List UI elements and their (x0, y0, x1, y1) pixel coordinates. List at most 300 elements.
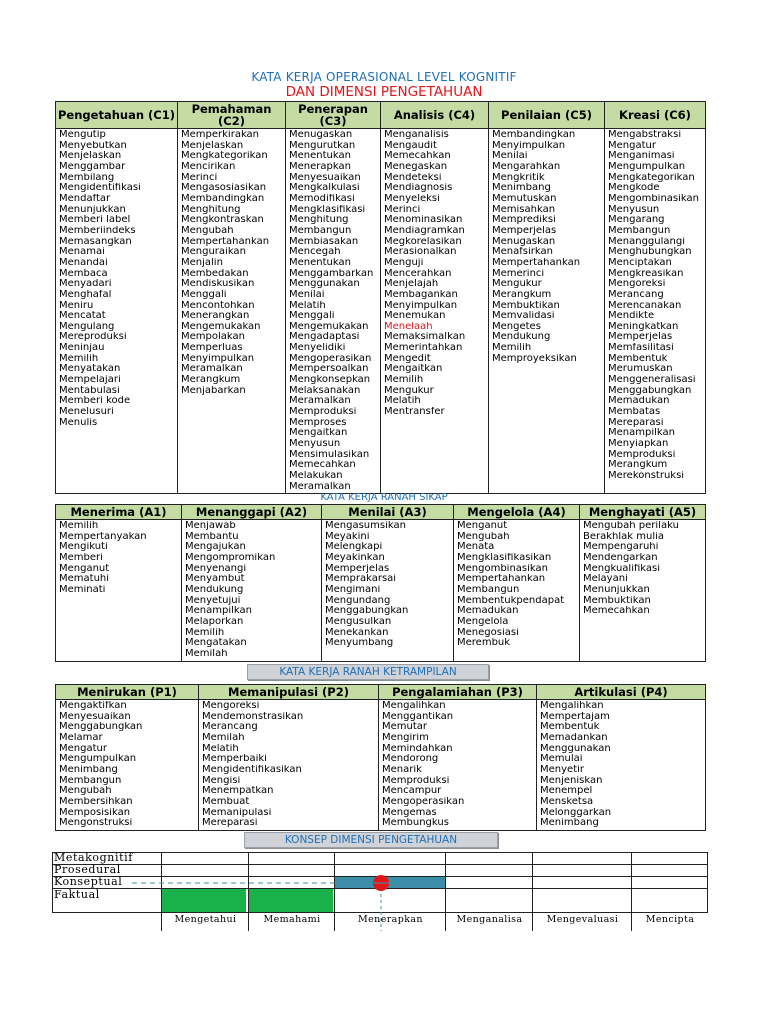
kognitif-list-c3 (286, 129, 381, 494)
list-item: Membentuk (540, 722, 600, 733)
list-item: Mendiagnosis (384, 183, 453, 194)
list-item: Membangun (457, 584, 520, 595)
list-item: Memproduksi (289, 407, 357, 418)
list-item: Memberi label (59, 215, 131, 226)
list-item: Menelusuri (59, 407, 114, 418)
list-item: Mengombinasikan (608, 193, 699, 204)
list-item: Mensketsa (540, 796, 594, 807)
list-item: Mempertahankan (492, 257, 581, 268)
list-item: Menerangkan (181, 311, 250, 322)
list-item: Menimbang (492, 183, 551, 194)
sikap-list-a5 (580, 520, 706, 662)
list-item: Menjeniskan (540, 775, 603, 786)
list-item: Mencatat (59, 311, 106, 322)
list-item: Mengoreksi (608, 279, 666, 290)
list-item: Melaksanakan (289, 385, 361, 396)
list-item: Mendukung (185, 584, 244, 595)
list-item: Mereparasi (608, 417, 664, 428)
list-item: Memadukan (608, 396, 670, 407)
list-item: Merancang (202, 722, 258, 733)
ketrampilan-list-p1 (56, 700, 199, 831)
list-item: Mengetes (492, 321, 541, 332)
sikap-list-a1 (56, 520, 182, 662)
list-item: Menggabungkan (59, 722, 143, 733)
list-item: Melonggarkan (540, 807, 612, 818)
list-item: Memecahkan (384, 151, 451, 162)
list-item: Memutar (382, 722, 428, 733)
list-item: Menyetujui (185, 595, 241, 606)
list-item: Menunjukkan (583, 584, 650, 595)
sikap-header-a3: Menilai (A3) (322, 505, 454, 520)
list-item: Mengaitkan (289, 428, 348, 439)
list-item: Mengemas (382, 807, 437, 818)
list-item: Memfasilitasi (608, 343, 674, 354)
list-item: Menghitung (289, 215, 349, 226)
list-item: Membiasakan (289, 236, 359, 247)
list-item: Mentransfer (384, 407, 445, 418)
list-item: Menilai (492, 151, 528, 162)
list-item: Menguji (384, 257, 424, 268)
ketrampilan-header-p4: Artikulasi (P4) (537, 685, 706, 700)
faktual-fill-mengetahui (162, 888, 246, 912)
list-item: Mereproduksi (59, 332, 127, 343)
list-item: Memindahkan (382, 743, 453, 754)
list-item: Menganut (457, 521, 508, 531)
list-item: Mendiskusikan (181, 279, 255, 290)
list-item: Menggabungkan (325, 606, 409, 617)
list-item: Menegaskan (384, 161, 448, 172)
list-item: Mendengarkan (583, 552, 658, 563)
list-item: Mendorong (382, 754, 439, 765)
sikap-list-a3 (322, 520, 454, 662)
list-item: Menyumbang (325, 638, 394, 649)
list-item: Mengarang (608, 215, 665, 226)
list-item: Merinci (181, 172, 218, 183)
list-item: Menemukan (384, 311, 446, 322)
list-item: Menentukan (289, 151, 351, 162)
list-item: Mempertahankan (181, 236, 270, 247)
list-item: Menyiapkan (608, 439, 669, 450)
dimensi-col-mengevaluasi: Mengevaluasi (546, 914, 619, 925)
dimensi-col-mencipta: Mencipta (645, 914, 695, 925)
list-item: Mengoreksi (202, 701, 260, 711)
list-item: Mengatur (608, 140, 656, 151)
list-item: Menyadari (59, 279, 112, 290)
list-item: Melakukan (289, 471, 343, 481)
list-item: Mengkategorikan (608, 172, 695, 183)
dimensi-section-label: KONSEP DIMENSI PENGETAHUAN (244, 832, 498, 848)
list-item: Menghubungkan (608, 247, 692, 258)
list-item: Mengkreasikan (608, 268, 684, 279)
list-item: Menyebutkan (59, 140, 127, 151)
list-item: Membedakan (181, 268, 249, 279)
list-item: Melatih (289, 300, 326, 311)
list-item: Menugaskan (492, 236, 556, 247)
kognitif-header-c5: Penilaian (C5) (489, 102, 605, 129)
list-item: Memilah (185, 648, 228, 659)
list-item: Mengubah (181, 225, 234, 236)
list-item: Mempolakan (181, 332, 245, 343)
dimensi-col-memahami: Memahami (263, 914, 321, 925)
kognitif-list-c4 (381, 129, 489, 494)
dimensi-col-menerapkan: Menerapkan (358, 914, 423, 925)
list-item: Menggantikan (382, 711, 454, 722)
list-item: Mengonstruksi (59, 818, 133, 829)
kognitif-header-c3: Penerapan (C3) (286, 102, 381, 129)
list-item: Mempertanyakan (59, 531, 147, 542)
list-item: Menyambut (185, 574, 245, 585)
list-item: Mengaudit (384, 140, 437, 151)
list-item: Mengelola (457, 616, 509, 627)
list-item: Menyatakan (59, 364, 121, 375)
list-item: Mengumpulkan (608, 161, 686, 172)
list-item: Membuktikan (583, 595, 651, 606)
list-item: Menyusun (289, 439, 341, 450)
list-item: Mencegah (289, 247, 341, 258)
page-subtitle: DAN DIMENSI PENGETAHUAN (285, 84, 483, 100)
list-item: Memproyeksikan (492, 353, 577, 364)
list-item: Memerintahkan (384, 343, 463, 354)
kognitif-list-c6 (605, 129, 706, 494)
list-item: Menilai (289, 289, 325, 300)
list-item: Mengaktifkan (59, 701, 127, 711)
list-item: Mengusulkan (325, 616, 392, 627)
list-item: Mendemonstrasikan (202, 711, 304, 722)
list-item: Menyelidiki (289, 343, 346, 354)
list-item: Melengkapi (325, 542, 383, 553)
list-item: Mendikte (608, 311, 655, 322)
list-item: Mengompromikan (185, 552, 276, 563)
list-item: Memperbaiki (202, 754, 267, 765)
list-item: Memprediksi (492, 215, 556, 226)
list-item: Memadankan (540, 732, 608, 743)
list-item: Mengidentifikasikan (202, 764, 302, 775)
list-item: Merasionalkan (384, 247, 457, 258)
list-item: Mengklasifikasikan (457, 552, 552, 563)
list-item: Melatih (202, 743, 239, 754)
list-item: Memadukan (457, 606, 519, 617)
list-item: Memvalidasi (492, 311, 555, 322)
list-item: Menganut (59, 563, 110, 574)
list-item: Membangun (59, 775, 122, 786)
list-item: Mencampur (382, 786, 442, 797)
ketrampilan-list-p4 (537, 700, 706, 831)
list-item: Meramalkan (289, 481, 351, 492)
list-item: Memilih (384, 375, 424, 386)
list-item: Menganimasi (608, 151, 675, 162)
list-item: Menekankan (325, 627, 389, 638)
list-item: Megkorelasikan (384, 236, 462, 247)
list-item: Mendaftar (59, 193, 111, 204)
list-item: Menggambar (59, 161, 126, 172)
list-item: Mengkategorikan (181, 151, 268, 162)
list-item: Meniru (59, 300, 94, 311)
list-item: Membangun (608, 225, 671, 236)
list-item: Membatas (608, 407, 661, 418)
list-item: Memodifikasi (289, 193, 355, 204)
kognitif-header-c1: Pengetahuan (C1) (56, 102, 178, 129)
sikap-header-a5: Menghayati (A5) (580, 505, 706, 520)
list-item: Membantu (185, 531, 239, 542)
list-item: Membuat (202, 796, 250, 807)
list-item: Mengkode (608, 183, 660, 194)
list-item: Membaca (59, 268, 108, 279)
list-item: Mengubah perilaku (583, 521, 679, 531)
list-item: Menamai (59, 247, 105, 258)
list-item: Memilih (59, 521, 99, 531)
list-item: Membersihkan (59, 796, 133, 807)
list-item: Mengkritik (492, 172, 545, 183)
sikap-table (55, 504, 706, 662)
list-item: Menggabungkan (608, 385, 692, 396)
list-item: Mengkualifikasi (583, 563, 661, 574)
list-item: Membandingkan (492, 130, 576, 140)
list-item: Menggali (181, 289, 227, 300)
list-item: Menarik (382, 764, 422, 775)
list-item: Menggali (289, 311, 335, 322)
list-item: Mengombinasikan (457, 563, 548, 574)
list-item: Memilih (492, 343, 532, 354)
list-item: Memilih (59, 353, 99, 364)
dimensi-chart (52, 852, 708, 931)
list-item: Melaporkan (185, 616, 244, 627)
list-item: Menyesuaikan (59, 711, 131, 722)
list-item: Membentuk (608, 353, 668, 364)
list-item: Memperjelas (608, 332, 673, 343)
list-item: Merangkum (181, 375, 241, 386)
list-item: Membagankan (384, 289, 458, 300)
list-item: Mengklasifikasi (289, 204, 366, 215)
kognitif-header-c4: Analisis (C4) (381, 102, 489, 129)
list-item: Menampilkan (185, 606, 252, 617)
list-item: Menanggulangi (608, 236, 685, 247)
list-item: Memperluas (181, 343, 243, 354)
list-item: Mengoperasikan (382, 796, 465, 807)
sikap-header-a2: Menanggapi (A2) (182, 505, 322, 520)
kognitif-list-c2 (178, 129, 286, 494)
list-item: Menyimpulkan (181, 353, 255, 364)
list-item: Melatih (384, 396, 421, 407)
konseptual-fill-menerapkan (335, 876, 445, 888)
list-item: Memberiindeks (59, 225, 136, 236)
list-item: Mengatur (59, 743, 107, 754)
list-item: Meninjau (59, 343, 105, 354)
list-item: Menggeneralisasi (608, 375, 696, 386)
list-item: Mengulang (59, 321, 115, 332)
list-item: Mengoperasikan (289, 353, 372, 364)
list-item: Mengurutkan (289, 140, 356, 151)
sikap-header-a4: Mengelola (A4) (454, 505, 580, 520)
list-item: Mencerahkan (384, 268, 452, 279)
list-item: Memerinci (492, 268, 545, 279)
list-item: Menghitung (181, 204, 241, 215)
list-item: Memproduksi (382, 775, 450, 786)
list-item: Membentukpendapat (457, 595, 565, 606)
kognitif-header-c6: Kreasi (C6) (605, 102, 706, 129)
list-item: Memperkirakan (181, 130, 260, 140)
dimensi-col-menganalisa: Menganalisa (456, 914, 523, 925)
list-item: Mengukur (492, 279, 542, 290)
list-item: Mempelajari (59, 375, 121, 386)
list-item: Menjabarkan (181, 385, 246, 396)
dimensi-row-faktual: Faktual (54, 888, 100, 901)
list-item: Menata (457, 542, 495, 553)
list-item: Melamar (59, 732, 103, 743)
kognitif-header-c2: Pemahaman (C2) (178, 102, 286, 129)
ketrampilan-list-p3 (379, 700, 537, 831)
list-item: Menjalin (181, 257, 223, 268)
list-item: Menampilkan (608, 428, 675, 439)
list-item: Menjelaskan (59, 151, 122, 162)
list-item: Memperjelas (492, 225, 557, 236)
list-item: Menerapkan (289, 161, 351, 172)
list-item: Memecahkan (289, 460, 356, 471)
list-item: Memperjelas (325, 563, 390, 574)
list-item: Menjelaskan (181, 140, 244, 151)
list-item: Mempertajam (540, 711, 610, 722)
dimensi-row-konseptual: Konseptual (54, 875, 123, 888)
kognitif-list-c5 (489, 129, 605, 494)
list-item: Menguraikan (181, 247, 246, 258)
list-item: Mempersoalkan (289, 364, 369, 375)
dimensi-row-metakognitif: Metakognitif (54, 851, 133, 864)
list-item: Mengemukakan (289, 321, 369, 332)
sikap-list-a4 (454, 520, 580, 662)
list-item: Menggunakan (289, 279, 360, 290)
list-item: Mengukur (384, 385, 434, 396)
list-item: Mengadaptasi (289, 332, 360, 343)
list-item: Mempertahankan (457, 574, 546, 585)
kognitif-table (55, 101, 706, 494)
list-item: Mengisi (202, 775, 241, 786)
list-item: Mencirikan (181, 161, 236, 172)
list-item: Membandingkan (181, 193, 265, 204)
ketrampilan-header-p3: Pengalamiahan (P3) (379, 685, 537, 700)
ketrampilan-section-label: KATA KERJA RANAH KETRAMPILAN (247, 664, 489, 680)
ketrampilan-list-p2 (199, 700, 379, 831)
list-item: Mengarahkan (492, 161, 561, 172)
list-item: Meramalkan (289, 396, 351, 407)
list-item: Menempel (540, 786, 593, 797)
list-item: Menyimpulkan (384, 300, 458, 311)
list-item: Memecahkan (583, 606, 650, 617)
list-item: Melayani (583, 574, 628, 585)
list-item: Menentukan (289, 257, 351, 268)
list-item: Menimbang (540, 818, 599, 829)
list-item: Memilah (202, 732, 245, 743)
list-item: Meminati (59, 584, 106, 595)
sikap-list-a2 (182, 520, 322, 662)
list-item: Merancang (608, 289, 664, 300)
list-item: Menyimpulkan (492, 140, 566, 151)
list-item: Mematuhi (59, 574, 110, 585)
kognitif-list-c1 (56, 129, 178, 494)
list-item: Memprakarsai (325, 574, 397, 585)
list-item: Menjawab (185, 521, 236, 531)
sikap-header-a1: Menerima (A1) (56, 505, 182, 520)
list-item: Mengajukan (185, 542, 246, 553)
dimensi-col-mengetahui: Mengetahui (174, 914, 237, 925)
list-item: Menyusun (608, 204, 660, 215)
list-item: Mengubah (59, 786, 112, 797)
list-item: Mensimulasikan (289, 449, 370, 460)
list-item: Memproses (289, 417, 347, 428)
list-item: Mengkonsepkan (289, 375, 371, 386)
list-item: Mengundang (325, 595, 391, 606)
list-item: Mendeteksi (384, 172, 442, 183)
list-item: Mengasosiasikan (181, 183, 267, 194)
list-item: Memutuskan (492, 193, 557, 204)
list-item: Memberi (59, 552, 103, 563)
list-item: Mengedit (384, 353, 431, 364)
list-item: Memaksimalkan (384, 332, 466, 343)
list-item: Membungkus (382, 818, 449, 829)
list-item: Meramalkan (181, 364, 243, 375)
list-item: Mengirim (382, 732, 429, 743)
list-item: Menyeleksi (384, 193, 440, 204)
sikap-section-label: KATA KERJA RANAH SIKAP (320, 492, 448, 503)
list-item: Meyakinkan (325, 552, 385, 563)
page-title: KATA KERJA OPERASIONAL LEVEL KOGNITIF (251, 70, 517, 84)
list-item: Menciptakan (608, 257, 672, 268)
list-item: Memisahkan (492, 204, 556, 215)
list-item: Menugaskan (289, 130, 353, 140)
list-item: Memulai (540, 754, 583, 765)
list-item: Menandai (59, 257, 108, 268)
list-item: Menafsirkan (492, 247, 553, 258)
list-item: Menimbang (59, 764, 118, 775)
list-item: Memposisikan (59, 807, 131, 818)
list-item: Merumuskan (608, 364, 673, 375)
list-item: Menegosiasi (457, 627, 519, 638)
list-item: Mendiagramkan (384, 225, 465, 236)
list-item: Mereparasi (202, 818, 258, 829)
list-item: Mengasumsikan (325, 521, 406, 531)
list-item: Mengkontraskan (181, 215, 264, 226)
list-item: Menempatkan (202, 786, 274, 797)
list-item: Membangun (289, 225, 352, 236)
list-item: Meyakini (325, 531, 370, 542)
list-item: Memanipulasi (202, 807, 272, 818)
list-item: Menghafal (59, 289, 112, 300)
list-item: Mengimani (325, 584, 381, 595)
list-item: Menyesuaikan (289, 172, 361, 183)
list-item: Mengubah (457, 531, 510, 542)
list-item: Menggunakan (540, 743, 611, 754)
list-item: Menunjukkan (59, 204, 126, 215)
list-item: Mencontohkan (181, 300, 255, 311)
list-item: Menjelajah (384, 279, 439, 290)
list-item: Mengabstraksi (608, 130, 682, 140)
list-item: Menyetir (540, 764, 584, 775)
list-item: Mengalihkan (382, 701, 446, 711)
list-item: Merencanakan (608, 300, 682, 311)
list-item: Menelaah (384, 321, 433, 332)
list-item: Meningkatkan (608, 321, 679, 332)
list-item: Mengalihkan (540, 701, 604, 711)
list-item: Berakhlak mulia (583, 531, 665, 542)
faktual-fill-memahami (249, 888, 333, 912)
list-item: Mengaitkan (384, 364, 443, 375)
ketrampilan-header-p1: Menirukan (P1) (56, 685, 199, 700)
ketrampilan-table (55, 684, 706, 831)
list-item: Mempengaruhi (583, 542, 659, 553)
list-item: Menggambarkan (289, 268, 374, 279)
list-item: Merekonstruksi (608, 471, 685, 481)
list-item: Memproduksi (608, 449, 676, 460)
list-item: Mentabulasi (59, 385, 120, 396)
list-item: Memilih (185, 627, 225, 638)
